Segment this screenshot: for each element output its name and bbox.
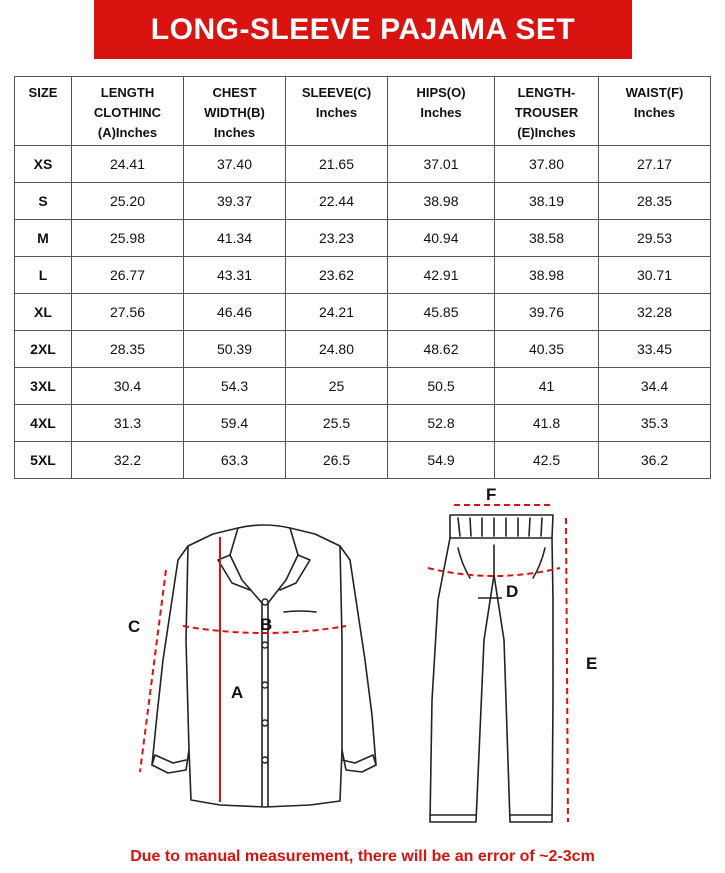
- page-title: LONG-SLEEVE PAJAMA SET: [150, 12, 576, 46]
- button-icon: [262, 682, 268, 688]
- table-cell: 38.19: [495, 183, 599, 220]
- table-row: [15, 257, 711, 294]
- table-cell: 40.35: [495, 331, 599, 368]
- table-cell: 30.4: [72, 368, 184, 405]
- table-cell: 46.46: [184, 294, 286, 331]
- table-row: [15, 368, 711, 405]
- label-b: B: [260, 615, 273, 634]
- table-cell: 45.85: [388, 294, 495, 331]
- table-cell: 41.8: [495, 405, 599, 442]
- table-row: [15, 331, 711, 368]
- table-row: [15, 405, 711, 442]
- pants-drawing: [430, 515, 553, 822]
- table-row: [15, 183, 711, 220]
- table-cell: 42.91: [388, 257, 495, 294]
- size-cell: 2XL: [15, 331, 72, 368]
- label-d: D: [506, 582, 519, 601]
- button-icon: [262, 599, 268, 605]
- table-cell: 50.39: [184, 331, 286, 368]
- table-cell: 41.34: [184, 220, 286, 257]
- table-cell: 37.01: [388, 146, 495, 183]
- header-length-clothing: LENGTH CLOTHINC (A)Inches: [72, 77, 184, 146]
- header-sleeve: SLEEVE(C) Inches: [286, 77, 388, 146]
- header-waist: WAIST(F) Inches: [599, 77, 711, 146]
- table-cell: 37.40: [184, 146, 286, 183]
- table-row: [15, 294, 711, 331]
- table-cell: 28.35: [599, 183, 711, 220]
- table-cell: 48.62: [388, 331, 495, 368]
- header-chest-width: CHEST WIDTH(B) Inches: [184, 77, 286, 146]
- table-cell: 30.71: [599, 257, 711, 294]
- table-cell: 39.76: [495, 294, 599, 331]
- table-cell: 54.9: [388, 442, 495, 479]
- table-row: [15, 220, 711, 257]
- header-size: SIZE: [15, 77, 72, 146]
- size-cell: 4XL: [15, 405, 72, 442]
- table-cell: 41: [495, 368, 599, 405]
- length-e-line: [566, 518, 568, 822]
- table-cell: 26.5: [286, 442, 388, 479]
- button-icon: [262, 757, 268, 763]
- table-cell: 40.94: [388, 220, 495, 257]
- table-cell: 32.28: [599, 294, 711, 331]
- label-e: E: [586, 654, 598, 673]
- size-cell: M: [15, 220, 72, 257]
- size-cell: XL: [15, 294, 72, 331]
- table-row: [15, 442, 711, 479]
- table-cell: 38.98: [388, 183, 495, 220]
- table-cell: 25: [286, 368, 388, 405]
- button-icon: [262, 642, 268, 648]
- table-cell: 33.45: [599, 331, 711, 368]
- table-cell: 37.80: [495, 146, 599, 183]
- size-chart-table: [14, 76, 711, 479]
- table-cell: 21.65: [286, 146, 388, 183]
- table-cell: 25.20: [72, 183, 184, 220]
- table-cell: 27.17: [599, 146, 711, 183]
- table-cell: 24.41: [72, 146, 184, 183]
- shirt-drawing: [152, 525, 376, 807]
- header-hips: HIPS(O) Inches: [388, 77, 495, 146]
- size-cell: S: [15, 183, 72, 220]
- table-cell: 43.31: [184, 257, 286, 294]
- size-cell: 5XL: [15, 442, 72, 479]
- table-cell: 25.98: [72, 220, 184, 257]
- header-length-trouser: LENGTH- TROUSER (E)Inches: [495, 77, 599, 146]
- size-cell: L: [15, 257, 72, 294]
- measurement-illustration: [0, 480, 725, 840]
- size-cell: 3XL: [15, 368, 72, 405]
- measurement-note: Due to manual measurement, there will be an error of ~2-3cm: [130, 848, 595, 865]
- table-cell: 24.21: [286, 294, 388, 331]
- title-banner: [94, 0, 632, 59]
- table-cell: 31.3: [72, 405, 184, 442]
- table-cell: 38.58: [495, 220, 599, 257]
- table-header-row: [15, 77, 711, 146]
- table-cell: 36.2: [599, 442, 711, 479]
- size-cell: XS: [15, 146, 72, 183]
- table-cell: 42.5: [495, 442, 599, 479]
- table-cell: 32.2: [72, 442, 184, 479]
- table-row: [15, 146, 711, 183]
- table-cell: 25.5: [286, 405, 388, 442]
- table-cell: 26.77: [72, 257, 184, 294]
- table-cell: 34.4: [599, 368, 711, 405]
- table-cell: 63.3: [184, 442, 286, 479]
- table-cell: 24.80: [286, 331, 388, 368]
- button-icon: [262, 720, 268, 726]
- table-cell: 52.8: [388, 405, 495, 442]
- table-cell: 54.3: [184, 368, 286, 405]
- table-cell: 39.37: [184, 183, 286, 220]
- table-cell: 22.44: [286, 183, 388, 220]
- table-cell: 59.4: [184, 405, 286, 442]
- label-f: F: [486, 485, 497, 504]
- label-a: A: [231, 683, 244, 702]
- label-c: C: [128, 617, 141, 636]
- table-cell: 23.23: [286, 220, 388, 257]
- table-cell: 50.5: [388, 368, 495, 405]
- table-cell: 28.35: [72, 331, 184, 368]
- table-cell: 29.53: [599, 220, 711, 257]
- table-cell: 35.3: [599, 405, 711, 442]
- table-cell: 23.62: [286, 257, 388, 294]
- table-cell: 38.98: [495, 257, 599, 294]
- garment-drawing: [0, 480, 725, 840]
- table-cell: 27.56: [72, 294, 184, 331]
